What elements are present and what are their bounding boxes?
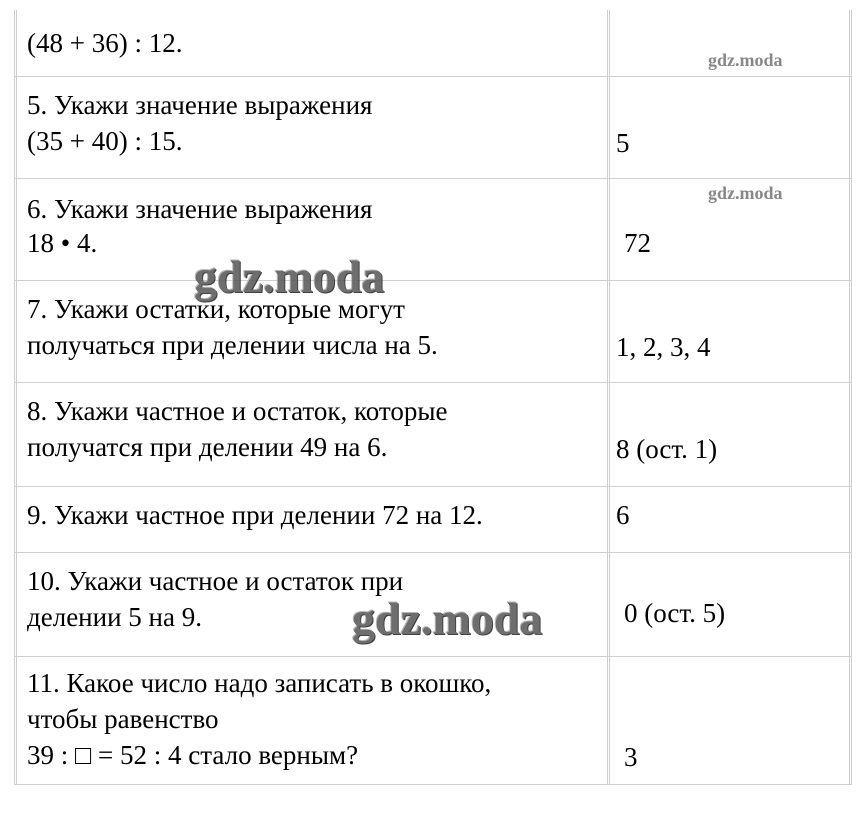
watermark: gdz.moda <box>194 251 385 302</box>
answer-value: 72 <box>624 228 651 258</box>
answer-cell <box>604 76 852 178</box>
answer-value: 8 (ост. 1) <box>616 434 718 464</box>
question-line: 10. Укажи частное и остаток при <box>27 566 404 596</box>
question-line: получаться при делении числа на 5. <box>27 330 438 360</box>
table-row <box>14 382 852 487</box>
question-line: (48 + 36) : 12. <box>27 28 183 58</box>
question-line: получатся при делении 49 на 6. <box>27 432 388 462</box>
watermark: gdz.moda <box>708 50 783 70</box>
question-line: 6. Укажи значение выражения <box>27 194 373 224</box>
question-line: 8. Укажи частное и остаток, которые <box>27 396 448 426</box>
watermark: gdz.moda <box>708 183 783 203</box>
table-row <box>14 656 852 785</box>
question-line: (35 + 40) : 15. <box>27 126 183 156</box>
question-line: 7. Укажи остатки, которые могут <box>27 294 405 324</box>
question-cell <box>14 76 610 178</box>
question-line: 39 : □ = 52 : 4 стало верным? <box>27 740 359 770</box>
answer-cell <box>604 486 852 552</box>
question-cell <box>14 486 610 552</box>
answer-cell <box>604 552 852 656</box>
answer-value: 0 (ост. 5) <box>624 598 726 628</box>
answer-cell <box>604 656 852 784</box>
question-line: 18 • 4. <box>27 228 98 258</box>
question-line: 5. Укажи значение выражения <box>27 90 373 120</box>
table-row <box>14 280 852 383</box>
answer-value: 6 <box>616 500 630 530</box>
question-line: 11. Какое число надо записать в окошко, <box>27 668 492 698</box>
question-line: чтобы равенство <box>27 704 219 734</box>
question-cell <box>14 10 610 76</box>
question-cell <box>14 382 610 486</box>
watermark: gdz.moda <box>352 593 543 644</box>
answer-cell <box>604 382 852 486</box>
answer-value: 1, 2, 3, 4 <box>616 332 711 362</box>
answer-cell <box>604 280 852 382</box>
question-line: делении 5 на 9. <box>27 602 202 632</box>
answers-table <box>14 10 852 784</box>
answer-value: 3 <box>624 742 638 772</box>
answer-value: 5 <box>616 128 630 158</box>
question-line: 9. Укажи частное при делении 72 на 12. <box>27 500 483 530</box>
question-cell <box>14 656 610 784</box>
table-row <box>14 76 852 179</box>
table-row <box>14 486 852 553</box>
